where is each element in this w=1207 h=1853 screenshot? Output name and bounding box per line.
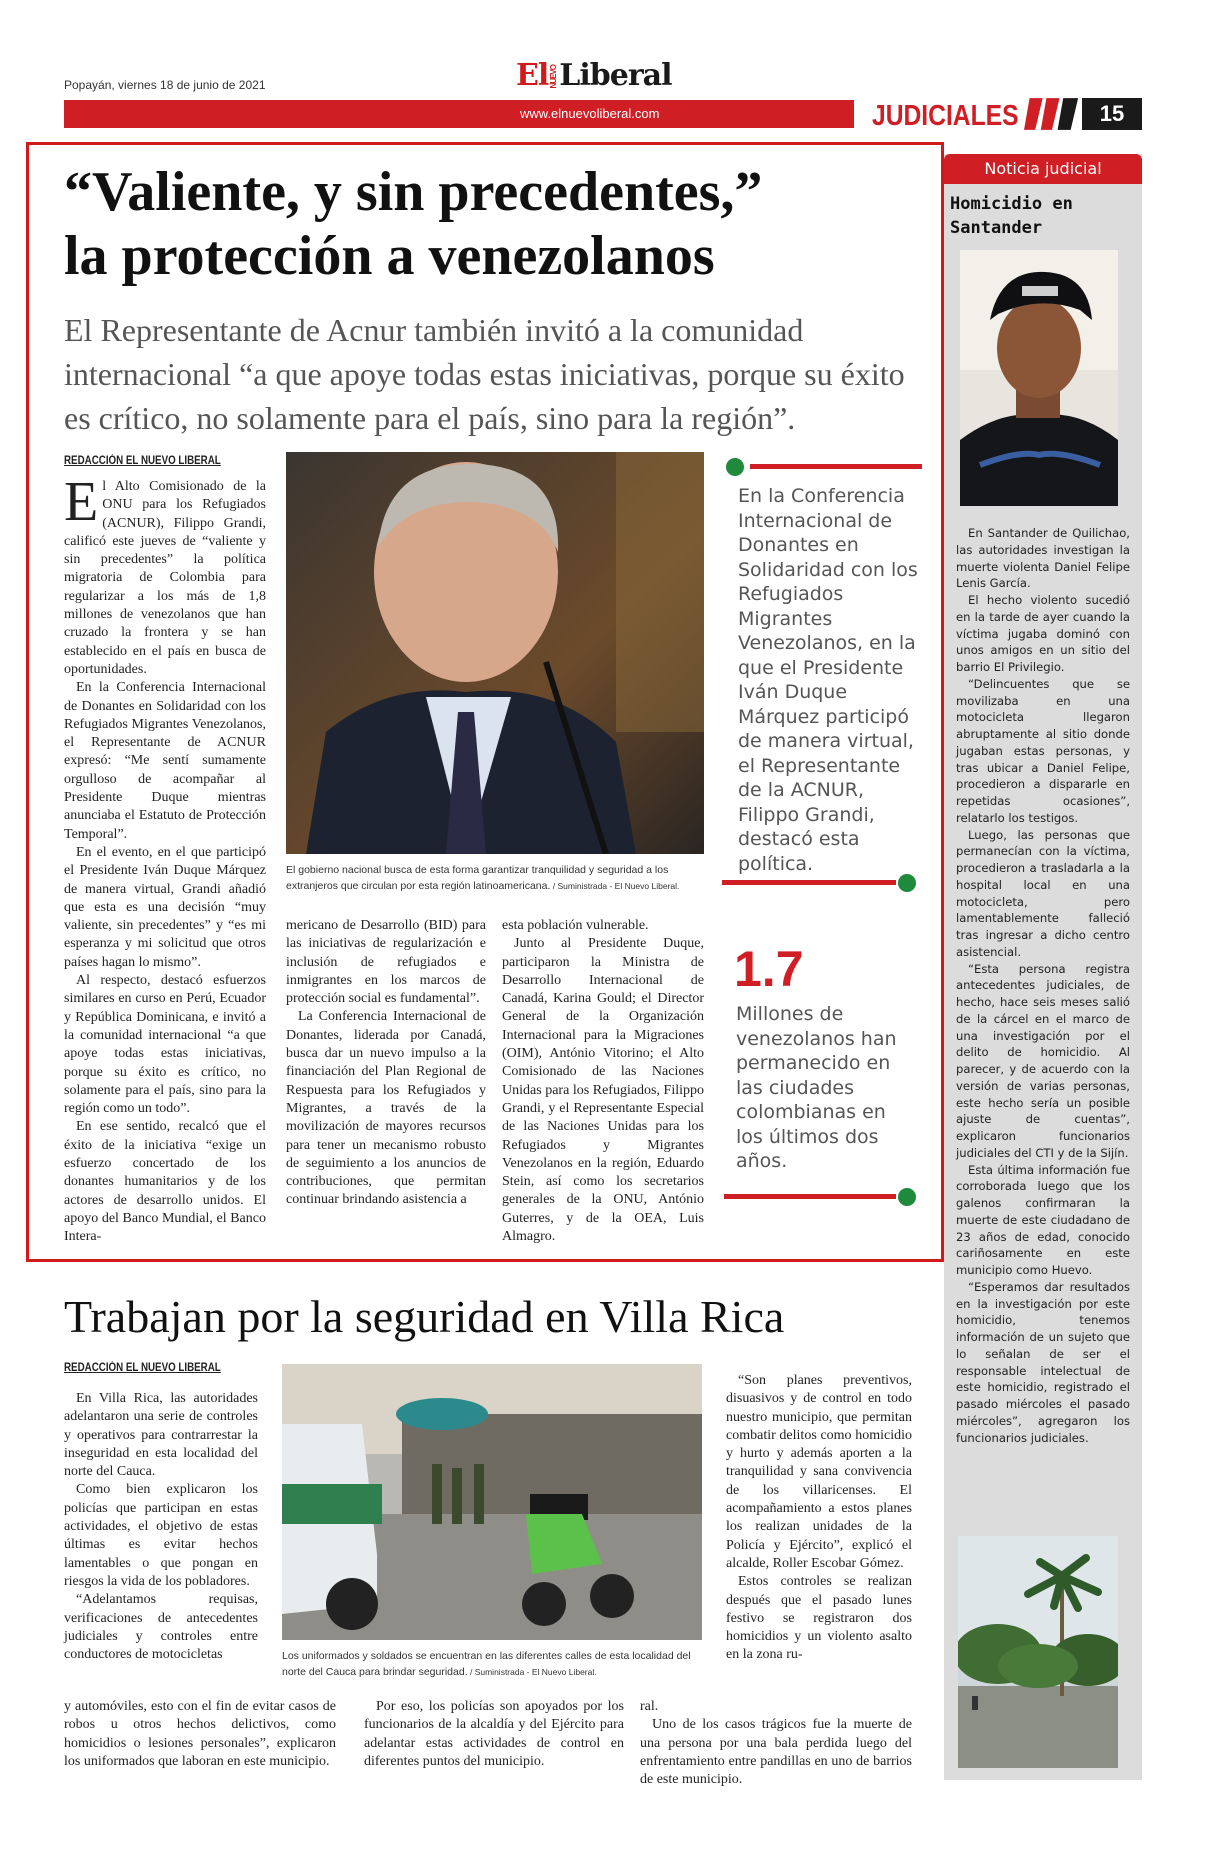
sidebar-header: Noticia judicial	[944, 154, 1142, 184]
article-photo-grandi	[286, 452, 704, 854]
page-number: 15	[1082, 98, 1142, 130]
header-red-bar	[64, 100, 854, 128]
article-headline: “Valiente, y sin precedentes,” la protección a venezolanos	[64, 161, 763, 287]
second-photo-caption: Los uniformados y soldados se encuentran en las diferentes calles de esta localidad del norte del Cauca para brindar seguridad. / Suministrada - El Nuevo Liberal.	[282, 1650, 691, 1678]
second-article-photo	[282, 1364, 702, 1640]
stat-text: Millones de venezolanos han permanecido en las ciudades colombianas en los últimos dos años.	[736, 1003, 897, 1172]
second-article-column-1: En Villa Rica, las autoridades adelantaron una serie de controles y operativos para contrarrestar la inseguridad en esta localidad del norte del Cauca. Como bien explicaron los policías que participan en estas actividades, el objetivo de estas últimas es evitar hechos lamentables o que pongan en riesgos la vida de los pobladores. “Adelantamos requisas, verificaciones de antecedentes judiciales y controles entre conductores de motocicletas	[64, 1391, 258, 1663]
website-url: www.elnuevoliberal.com	[520, 106, 660, 121]
pull-quote: En la Conferencia Internacional de Donantes en Solidaridad con los Refugiados Migrantes Venezolanos, en la que el Presidente Iván Duque Márquez participó de manera virtual, el Representante de la ACNUR, Filippo Grandi, destacó esta política.	[738, 485, 918, 875]
section-label: JUDICIALES	[872, 100, 1019, 132]
article-deck: El Representante de Acnur también invitó a la comunidad internacional “a que apoye todas estas iniciativas, porque su éxito es crítico, no solamente para el país, sino para la región”.	[64, 312, 905, 436]
newspaper-logo: ElNUEVOLiberal	[516, 58, 672, 93]
sidebar-body: En Santander de Quilichao, las autoridades investigan la muerte violenta Daniel Felipe Lenis García. El hecho violento sucedió en la tarde de ayer cuando la víctima jugaba dominó con unos amigos en un sitio del barrio El Privilegio. “Delincuentes que se movilizaba en una motocicleta llegaron abruptamente al sitio donde jugaban estas personas, y tras ubicar a Daniel Felipe, procedieron a dispararle en repetidas ocasiones”, relatarlo los testigos. Luego, las personas que permanecían con la víctima, procedieron a trasladarla a la hospital local en una motocicleta, pero lamentablemente falleció tras ingresar a dicho centro asistencial. “Esta persona registra antecedentes judiciales, de hecho, hace seis meses salió de la cárcel en el marco de una investigación por el delito de homicidio. Al parecer, y de acuerdo con la versión de varias personas, este hecho sería un posible ajuste de cuentas”, explicaron funcionarios judiciales del CTI y de la Sijín. Esta última información fue corroborada luego que los galenos confirmaran la muerte de este ciudadano de 23 años de edad, conocido cariñosamente en este municipio como Huevo. “Esperamos dar resultados en la investigación por este homicidio, tenemos información de un sujeto que lo señalan de ser el responsable intelectual de este homicidio, registrado el pasado miércoles el pasado miércoles”, agregaron los funcionarios judiciales.	[956, 526, 1130, 1445]
second-article-column-2-bottom: Por eso, los policías son apoyados por los funcionarios de la alcaldía y del Ejército para adelantar estas actividades de control en diferentes puntos del municipio.	[364, 1699, 624, 1769]
second-article-byline: REDACCIÓN EL NUEVO LIBERAL	[64, 1362, 221, 1374]
sidebar-victim-photo	[960, 250, 1118, 506]
pullquote-top-rule	[750, 464, 922, 469]
second-article-column-3-bottom: ral. Uno de los casos trágicos fue la muerte de una persona por una bala perdida luego del enfrentamiento entre pandillas en uno de barrios de este municipio.	[640, 1699, 912, 1788]
pullquote-bottom-rule	[722, 880, 896, 885]
second-article-column-3: “Son planes preventivos, disuasivos y de control en todo nuestro municipio, que permitan combatir delitos como homicidio y hurto y además aporten a la tranquilidad y sana convivencia de los villaricenses. El acompañamiento a estos planes los realizan unidades de la Policía y Ejército”, explicó el alcalde, Roller Escobar Gómez. Estos controles se realizan después que el pasado lunes festivo se registraron dos homicidios y un violento asalto en la zona ru-	[726, 1373, 912, 1663]
article-byline: REDACCIÓN EL NUEVO LIBERAL	[64, 455, 221, 467]
stat-bottom-rule	[724, 1194, 896, 1199]
stat-number: 1.7	[734, 941, 804, 997]
pullquote-bottom-dot	[898, 874, 916, 892]
second-article-headline: Trabajan por la seguridad en Villa Rica	[64, 1291, 785, 1342]
article-column-2: mericano de Desarrollo (BID) para las iniciativas de regularización e inclusión de refugiados e inmigrantes en los marcos de protección social es fundamental”. La Conferencia Internacional de Donantes, liderada por Canadá, busca dar un nuevo impulso a la financiación del Plan Regional de Respuesta para los Refugiados y Migrantes, a través de la movilización de mayores recursos para tener un mecanismo robusto de seguimiento a los anuncios de contribuciones, que permitan continuar brindando asistencia a	[286, 918, 486, 1208]
sidebar-title: Homicidio en Santander	[950, 194, 1073, 238]
pullquote-top-dot	[726, 458, 744, 476]
photo-caption: El gobierno nacional busca de esta forma garantizar tranquilidad y seguridad a los extranjeros que circulan por esta región latinoamericana. / Suministrada - El Nuevo Liberal.	[286, 864, 680, 892]
issue-date: Popayán, viernes 18 de junio de 2021	[64, 78, 266, 92]
section-stripes-icon	[1024, 98, 1080, 130]
article-column-1: E l Alto Comisionado de la ONU para los Refugiados (ACNUR), Filippo Grandi, calificó este jueves de “valiente y sin precedentes” la política migratoria de Colombia para regularizar a los más de 1,8 millones de venezolanos que han cruzado la frontera y se han establecido en el país en busca de oportunidades. En la Conferencia Internacional de Donantes en Solidaridad con los Refugiados Migrantes Venezolanos, el Representante de ACNUR expresó: “Me sentí sumamente orgulloso de acompañar al Presidente Duque mientras anunciaba el Estatuto de Protección Temporal”. En el evento, en el que participó el Presidente Iván Duque Márquez de manera virtual, Grandi añadió que esta es una decisión “muy valiente, sin precedentes” y “es mi esperanza y mi solicitud que otros países hagan lo mismo”. Al respecto, destacó esfuerzos similares en curso en Perú, Ecuador y República Dominicana, e invitó a la comunidad internacional “a que apoye todas estas iniciativas, porque su éxito es crítico, no solamente para el país, sino para la región como un todo”. En ese sentido, recalcó que el éxito de la iniciativa “exige un esfuerzo concertado de los donantes humanitarios y de los actores de desarrollo unidos. El apoyo del Banco Mundial, el Banco Intera-	[64, 471, 266, 1245]
article-column-3: esta población vulnerable. Junto al Presidente Duque, participaron la Ministra de Desarrollo Internacional de Canadá, Karina Gould; el Director General de la Organización Internacional para la Migraciones (OIM), António Vitorino; el Alto Comisionado de las Naciones Unidas para los Refugiados, Filippo Grandi, y el Representante Especial de las Naciones Unidas para los Refugiados y Migrantes Venezolanos en la región, Eduardo Stein, así como los secretarios generales de la ONU, António Guterres, y de la OEA, Luis Almagro.	[502, 918, 704, 1245]
second-article-column-1-bottom: y automóviles, esto con el fin de evitar casos de robos u otros hechos delictivos, como homicidios o lesiones personales”, explicaron los uniformados que laboran en este municipio.	[64, 1699, 336, 1769]
sidebar-park-photo	[958, 1536, 1118, 1768]
stat-bottom-dot	[898, 1188, 916, 1206]
drop-cap: E	[64, 471, 99, 533]
